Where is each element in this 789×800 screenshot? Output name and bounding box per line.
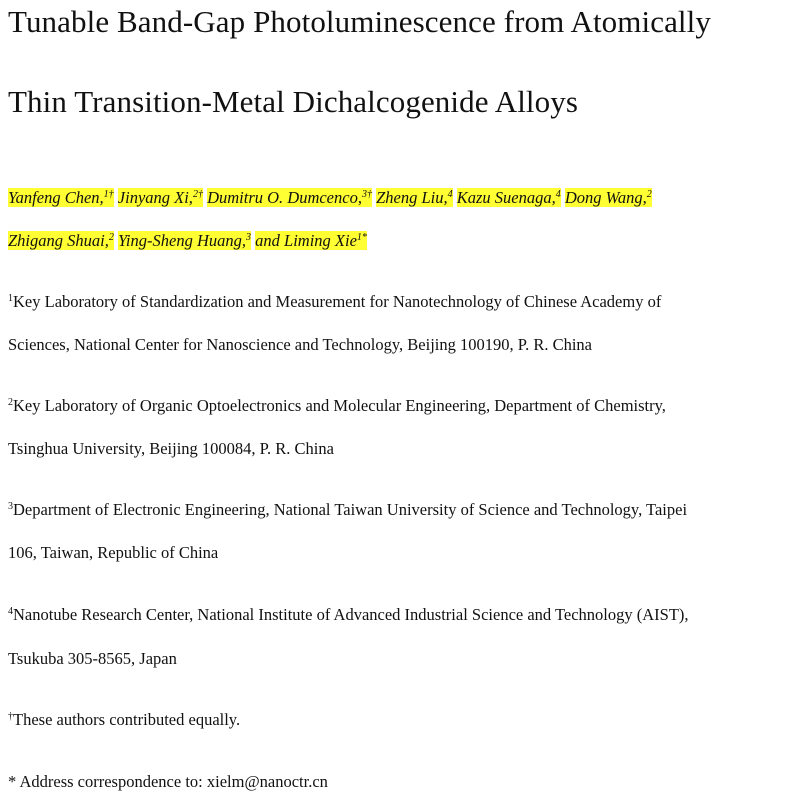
- affiliation-text: Key Laboratory of Organic Optoelectronics and Molecular Engineering, Department of Chemistry,: [13, 396, 666, 415]
- equal-contribution-note: [8, 709, 240, 731]
- author-affiliation-marker: 2†: [192, 189, 203, 200]
- affiliation-text: Key Laboratory of Standardization and Measurement for Nanotechnology of Chinese Academy of: [13, 292, 662, 311]
- author-name-text: Zheng Liu,: [376, 188, 448, 207]
- affiliation-3-line-1: [8, 499, 687, 521]
- author-name-text: Dumitru O. Dumcenco,: [207, 188, 362, 207]
- affiliation-2-line-1: [8, 395, 666, 417]
- author-name-text: Jinyang Xi,: [117, 188, 193, 207]
- author-name: [207, 188, 372, 207]
- author-affiliation-marker: 1*: [356, 232, 367, 243]
- affiliation-2-line-2: Tsinghua University, Beijing 100084, P. R. China: [8, 439, 334, 458]
- affiliation-text: Department of Electronic Engineering, National Taiwan University of Science and Technology, Taipei: [13, 500, 688, 519]
- author-name: [8, 231, 114, 250]
- equal-contribution-text: These authors contributed equally.: [13, 710, 241, 729]
- author-name-text: Zhigang Shuai,: [8, 231, 109, 250]
- author-list-line-1: [8, 187, 652, 209]
- author-list-line-2: [8, 230, 367, 252]
- dagger-marker: †: [8, 711, 13, 722]
- author-name-text: Kazu Suenaga,: [456, 188, 556, 207]
- author-name: [376, 188, 453, 207]
- affiliation-4-line-2: Tsukuba 305-8565, Japan: [8, 649, 177, 668]
- author-name-text: Yanfeng Chen,: [8, 188, 104, 207]
- affiliation-1-line-1: [8, 291, 661, 313]
- author-affiliation-marker: 2: [646, 189, 652, 200]
- affiliation-text: Nanotube Research Center, National Institute of Advanced Industrial Science and Technology (AIST),: [13, 605, 689, 624]
- affiliation-marker: 3: [8, 501, 13, 512]
- author-affiliation-marker: 2: [108, 232, 114, 243]
- author-name: [8, 188, 114, 207]
- author-name: [457, 188, 561, 207]
- author-name: [118, 188, 203, 207]
- affiliation-marker: 1: [8, 293, 13, 304]
- author-name-text: and Liming Xie: [255, 231, 357, 250]
- correspondence-note: * Address correspondence to: xielm@nanoctr.cn: [8, 772, 328, 791]
- author-affiliation-marker: 4: [447, 189, 453, 200]
- author-affiliation-marker: 1†: [103, 189, 114, 200]
- author-name: [565, 188, 652, 207]
- affiliation-marker: 4: [8, 606, 13, 617]
- affiliation-4-line-1: [8, 604, 689, 626]
- paper-title-line-1: Tunable Band-Gap Photoluminescence from Atomically: [8, 4, 711, 39]
- author-name: [118, 231, 251, 250]
- affiliation-1-line-2: Sciences, National Center for Nanoscience and Technology, Beijing 100190, P. R. China: [8, 335, 593, 354]
- author-name-text: Ying-Sheng Huang,: [117, 231, 247, 250]
- author-affiliation-marker: 3†: [361, 189, 372, 200]
- author-affiliation-marker: 3: [246, 232, 252, 243]
- paper-title-line-2: Thin Transition-Metal Dichalcogenide Alloys: [8, 84, 578, 119]
- affiliation-marker: 2: [8, 397, 13, 408]
- affiliation-3-line-2: 106, Taiwan, Republic of China: [8, 543, 219, 562]
- author-affiliation-marker: 4: [555, 189, 561, 200]
- author-name: [255, 231, 367, 250]
- author-name-text: Dong Wang,: [564, 188, 647, 207]
